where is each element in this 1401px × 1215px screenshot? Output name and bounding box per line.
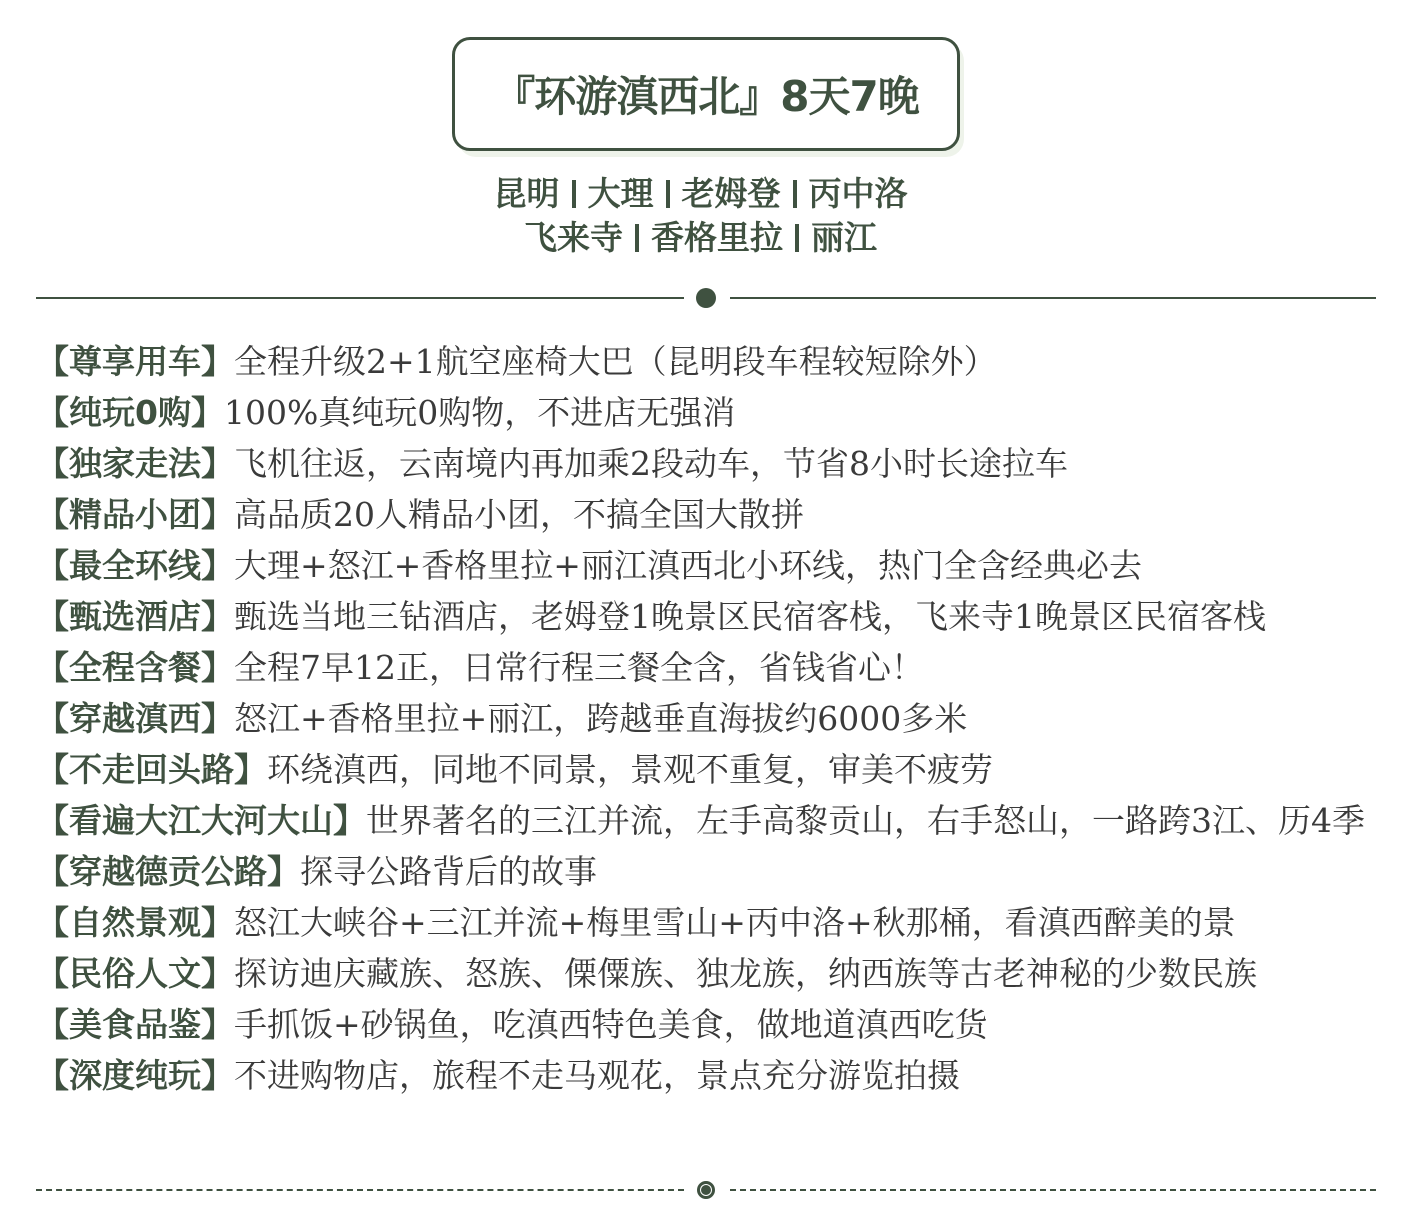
- divider-solid: [36, 288, 1376, 308]
- route-stop: 丙中洛: [808, 174, 908, 213]
- feature-text: 100%真纯玩0购物，不进店无强消: [223, 393, 736, 432]
- feature-item: [36, 489, 1376, 540]
- route-stop: 飞来寺: [524, 218, 623, 257]
- feature-text: 全程7早12正，日常行程三餐全含，省钱省心！: [234, 648, 924, 687]
- divider-line: [36, 297, 684, 299]
- feature-item: [36, 642, 1376, 693]
- feature-label: 【尊享用车】: [36, 342, 234, 381]
- feature-text: 甄选当地三钻酒店，老姆登1晚景区民宿客栈，飞来寺1晚景区民宿客栈: [234, 597, 1266, 636]
- route-line-2: [0, 216, 1401, 260]
- feature-text: 怒江+香格里拉+丽江，跨越垂直海拔约6000多米: [234, 699, 968, 738]
- feature-text: 高品质20人精品小团，不搞全国大散拼: [234, 495, 804, 534]
- title-banner: [452, 37, 960, 152]
- feature-item: [36, 591, 1376, 642]
- route-stop: 香格里拉: [651, 218, 783, 257]
- feature-text: 探访迪庆藏族、怒族、傈僳族、独龙族，纳西族等古老神秘的少数民族: [234, 954, 1257, 993]
- feature-label: 【最全环线】: [36, 546, 234, 585]
- feature-label: 【独家走法】: [36, 444, 234, 483]
- feature-text: 全程升级2+1航空座椅大巴（昆明段车程较短除外）: [234, 342, 997, 381]
- feature-item: [36, 387, 1376, 438]
- feature-label: 【深度纯玩】: [36, 1056, 234, 1095]
- feature-label: 【不走回头路】: [36, 750, 267, 789]
- divider-dot: [697, 1181, 715, 1199]
- route-stop: 丽江: [811, 218, 877, 257]
- feature-item: [36, 948, 1376, 999]
- feature-text: 环绕滇西，同地不同景，景观不重复，审美不疲劳: [267, 750, 993, 789]
- divider-line: [36, 1189, 684, 1191]
- route-separator: [795, 224, 799, 252]
- route-separator: [572, 180, 576, 208]
- route-separator: [793, 180, 797, 208]
- feature-text: 世界著名的三江并流，左手高黎贡山，右手怒山，一路跨3江、历4季: [366, 801, 1365, 840]
- feature-label: 【甄选酒店】: [36, 597, 234, 636]
- feature-label: 【美食品鉴】: [36, 1005, 234, 1044]
- feature-text: 怒江大峡谷+三江并流+梅里雪山+丙中洛+秋那桶，看滇西醉美的景: [234, 903, 1236, 942]
- feature-item: [36, 1050, 1376, 1101]
- route-separator: [635, 224, 639, 252]
- feature-text: 手抓饭+砂锅鱼，吃滇西特色美食，做地道滇西吃货: [234, 1005, 988, 1044]
- title-box: [452, 37, 960, 151]
- feature-text: 飞机往返，云南境内再加乘2段动车，节省8小时长途拉车: [234, 444, 1068, 483]
- feature-item: [36, 438, 1376, 489]
- route-separator: [666, 180, 670, 208]
- divider-dot: [696, 288, 716, 308]
- feature-item: [36, 999, 1376, 1050]
- route-stop: 老姆登: [681, 174, 781, 213]
- feature-item: [36, 540, 1376, 591]
- route-stop: 昆明: [493, 174, 560, 213]
- page-title: 『环游滇西北』8天7晚: [493, 72, 919, 121]
- feature-item: [36, 693, 1376, 744]
- feature-list: [36, 336, 1376, 1101]
- divider-dashed: [36, 1180, 1376, 1200]
- feature-item: [36, 744, 1376, 795]
- feature-label: 【穿越德贡公路】: [36, 852, 300, 891]
- feature-item: [36, 795, 1376, 846]
- route-stop: 大理: [587, 174, 654, 213]
- feature-text: 探寻公路背后的故事: [300, 852, 597, 891]
- feature-label: 【自然景观】: [36, 903, 234, 942]
- divider-line: [730, 297, 1376, 299]
- feature-label: 【纯玩0购】: [36, 393, 224, 432]
- feature-item: [36, 336, 1376, 387]
- divider-line: [730, 1189, 1376, 1191]
- route-line-1: [0, 172, 1401, 216]
- feature-label: 【穿越滇西】: [36, 699, 234, 738]
- feature-label: 【民俗人文】: [36, 954, 234, 993]
- feature-label: 【精品小团】: [36, 495, 234, 534]
- feature-text: 大理+怒江+香格里拉+丽江滇西北小环线，热门全含经典必去: [234, 546, 1142, 585]
- feature-item: [36, 897, 1376, 948]
- feature-label: 【看遍大江大河大山】: [36, 801, 366, 840]
- feature-text: 不进购物店，旅程不走马观花，景点充分游览拍摄: [234, 1056, 960, 1095]
- feature-label: 【全程含餐】: [36, 648, 234, 687]
- feature-item: [36, 846, 1376, 897]
